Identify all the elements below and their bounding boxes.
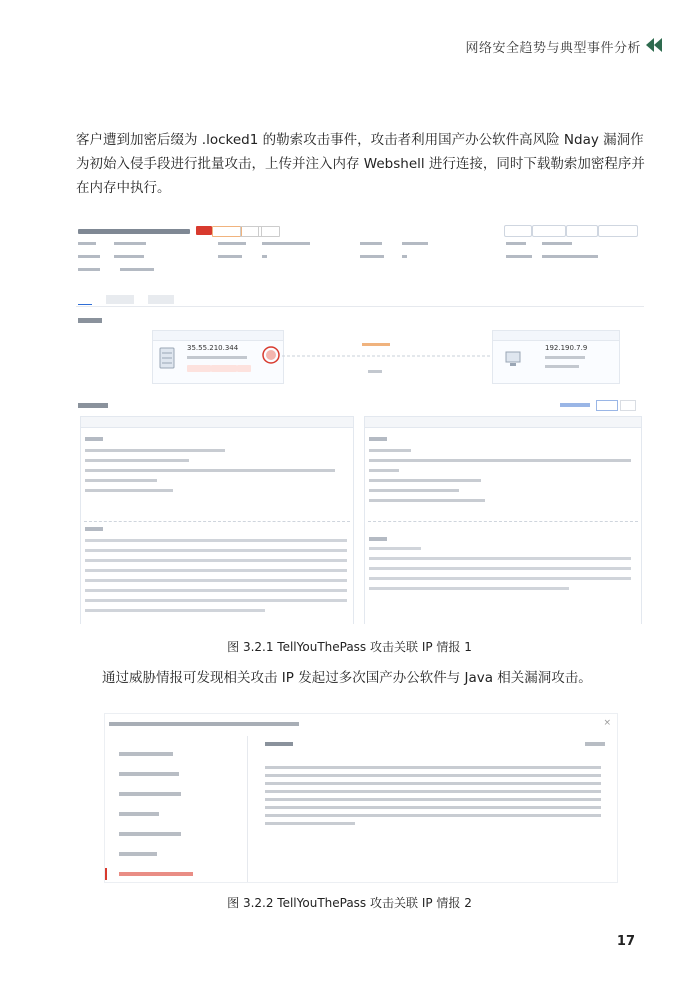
threat-intel-screenshot-1 xyxy=(76,222,644,624)
packet-toolbar-toggle[interactable] xyxy=(596,400,618,411)
page-number: 17 xyxy=(616,934,635,949)
attacker-tag-1 xyxy=(187,365,211,372)
alert-metadata-grid xyxy=(76,240,644,280)
victim-info-blurred-2 xyxy=(545,365,579,368)
tab-overview[interactable] xyxy=(78,295,92,305)
action-button-3[interactable] xyxy=(566,225,598,237)
list-item[interactable] xyxy=(119,852,157,856)
packet-toolbar-toggle-2[interactable] xyxy=(620,400,636,411)
section-attack-graph-heading xyxy=(78,318,102,323)
attacker-ip: 35.55.210.344 xyxy=(187,344,239,352)
alert-title-blurred xyxy=(78,229,190,234)
server-icon xyxy=(159,347,175,369)
response-body-label xyxy=(369,537,387,541)
action-button-4[interactable] xyxy=(598,225,638,237)
copy-button[interactable] xyxy=(585,742,605,746)
tab-attack-process[interactable] xyxy=(106,295,134,304)
list-item[interactable] xyxy=(119,752,173,756)
victim-info-blurred xyxy=(545,356,585,359)
request-panel-header xyxy=(81,417,353,428)
attack-edge-line xyxy=(282,340,492,380)
figure1-caption: 图 3.2.1 TellYouThePass 攻击关联 IP 情报 1 xyxy=(227,640,472,654)
tag-badge-2 xyxy=(258,226,280,237)
request-panel xyxy=(80,416,354,624)
action-button-1[interactable] xyxy=(504,225,532,237)
attacker-geo-blurred xyxy=(187,356,247,359)
middle-paragraph: 通过威胁情报可发现相关攻击 IP 发起过多次国产办公软件与 Java 相关漏洞攻击。 xyxy=(102,670,592,686)
section-packet-heading xyxy=(78,403,108,408)
status-badge xyxy=(212,226,242,237)
victim-node-card xyxy=(492,330,620,384)
double-arrow-left-icon xyxy=(645,37,663,53)
list-item[interactable] xyxy=(119,812,159,816)
detail-tabs xyxy=(78,295,174,305)
dialog-title-blurred xyxy=(109,722,299,726)
malicious-stamp-icon xyxy=(262,346,280,364)
list-item[interactable] xyxy=(119,832,181,836)
severity-badge xyxy=(196,226,212,235)
list-item[interactable] xyxy=(119,772,179,776)
attack-detail-heading xyxy=(265,742,293,746)
request-body-blurred xyxy=(85,537,349,621)
attacker-node-header xyxy=(153,331,283,341)
threat-intel-screenshot-2 xyxy=(104,713,618,883)
packet-toolbar-link[interactable] xyxy=(560,403,590,407)
host-icon xyxy=(505,351,521,367)
attack-list-sidebar xyxy=(105,736,248,882)
action-button-2[interactable] xyxy=(532,225,566,237)
response-panel xyxy=(364,416,642,624)
running-header-title: 网络安全趋势与典型事件分析 xyxy=(465,41,641,56)
request-headers-blurred xyxy=(85,447,345,517)
request-body-label xyxy=(85,527,103,531)
response-headers-blurred xyxy=(369,447,635,517)
response-panel-header xyxy=(365,417,641,428)
attacker-tag-2 xyxy=(211,365,237,372)
victim-ip: 192.190.7.9 xyxy=(545,344,588,352)
tab-asset-analysis[interactable] xyxy=(148,295,174,304)
victim-node-header xyxy=(493,331,619,341)
request-header-label xyxy=(85,437,103,441)
response-body-blurred xyxy=(369,545,635,605)
response-header-label xyxy=(369,437,387,441)
list-item-selected[interactable] xyxy=(119,872,193,876)
list-item[interactable] xyxy=(119,792,181,796)
attacker-tag-3 xyxy=(237,365,251,372)
intro-paragraph: 客户遭到加密后缀为 .locked1 的勒索攻击事件，攻击者利用国产办公软件高风险 Nday 漏洞作为初始入侵手段进行批量攻击，上传并注入内存 Webshell 进行连接，同时下载勒索加密程序并在内存中执行。 xyxy=(76,132,645,196)
close-icon[interactable]: × xyxy=(603,718,611,728)
figure2-caption: 图 3.2.2 TellYouThePass 攻击关联 IP 情报 2 xyxy=(227,896,472,910)
payload-blurred xyxy=(265,764,605,834)
